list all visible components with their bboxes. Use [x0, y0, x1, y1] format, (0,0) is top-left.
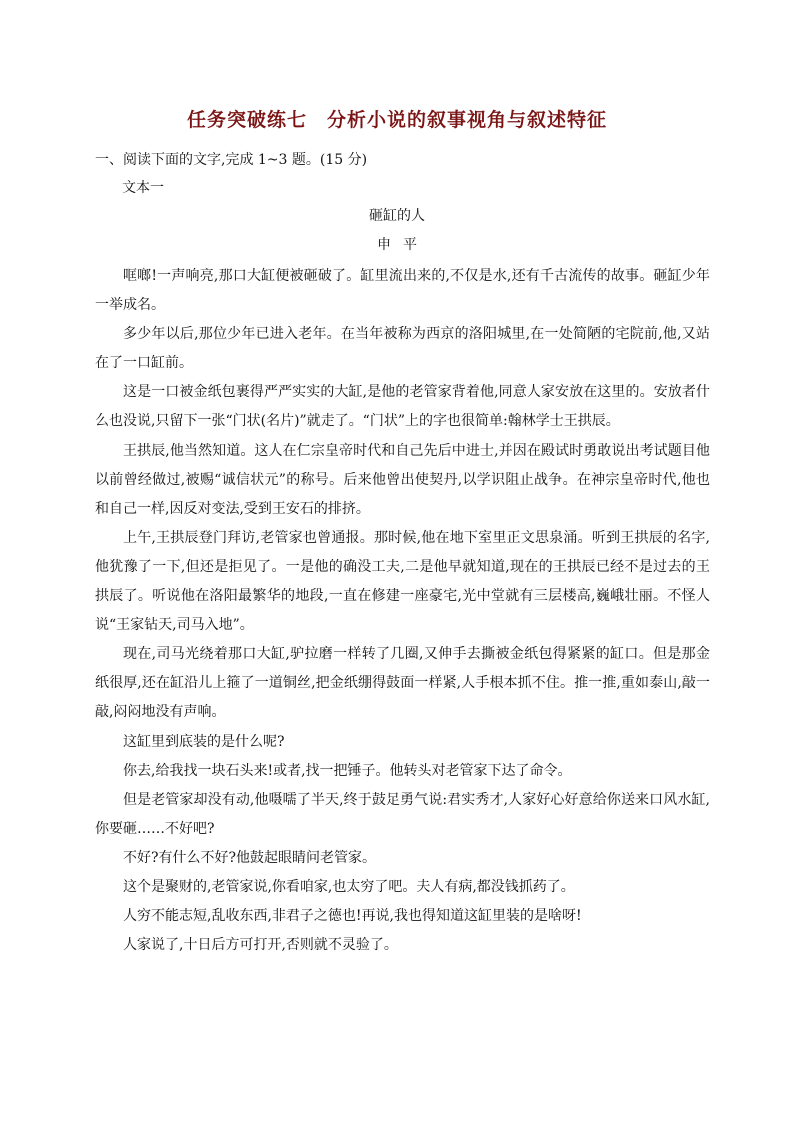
- paragraph: 这是一口被金纸包裹得严严实实的大缸,是他的老管家背着他,同意人家安放在这里的。安放者什么也没说,只留下一张“门状(名片)”就走了。“门状”上的字也很简单:翰林学士王拱辰。: [95, 384, 710, 430]
- text-label: 文本一: [122, 180, 164, 196]
- paragraph: 这缸里到底装的是什么呢?: [123, 733, 285, 750]
- story-title: 砸缸的人: [369, 208, 425, 224]
- paragraph: 哐啷!一声响亮,那口大缸便被砸破了。缸里流出来的,不仅是水,还有千古流传的故事。砸缸少年一举成名。: [95, 268, 710, 314]
- section-heading: 一、阅读下面的文字,完成 1~3 题。(15 分): [95, 152, 368, 168]
- paragraph: 你去,给我找一块石头来!或者,找一把锤子。他转头对老管家下达了命令。: [123, 762, 572, 779]
- paragraph: 现在,司马光绕着那口大缸,驴拉磨一样转了几圈,又伸手去撕被金纸包得紧紧的缸口。但是那金纸很厚,还在缸沿儿上箍了一道铜丝,把金纸绷得鼓面一样紧,人手根本抓不住。推一推,重如泰山,敲一敲,闷闷地没有声响。: [95, 646, 710, 721]
- story-body: [95, 262, 710, 960]
- paragraph: 王拱辰,他当然知道。这人在仁宗皇帝时代和自己先后中进士,并因在殿试时勇敢说出考试题目他以前曾经做过,被赐“诚信状元”的称号。后来他曾出使契丹,以学识阻止战争。在神宗皇帝时代,他也和自己一样,因反对变法,受到王安石的排挤。: [95, 442, 710, 517]
- author-name: 申平: [377, 237, 429, 253]
- page-title: 任务突破练七 分析小说的叙事视角与叙述特征: [186, 109, 607, 131]
- paragraph: 不好?有什么不好?他鼓起眼睛问老管家。: [123, 849, 377, 866]
- paragraph: 上午,王拱辰登门拜访,老管家也曾通报。那时候,他在地下室里正文思泉涌。听到王拱辰的名字,他犹豫了一下,但还是拒见了。一是他的确没工夫,二是他早就知道,现在的王拱辰已经不是过去的王拱辰了。听说他在洛阳最繁华的地段,一直在修建一座豪宅,光中堂就有三层楼高,巍峨壮丽。不怪人说“王家钻天,司马入地”。: [95, 529, 710, 634]
- paragraph: 但是老管家却没有动,他嗫嚅了半天,终于鼓足勇气说:君实秀才,人家好心好意给你送来口风水缸,你要砸……不好吧?: [95, 791, 710, 837]
- paragraph: 这个是聚财的,老管家说,你看咱家,也太穷了吧。夫人有病,都没钱抓药了。: [123, 878, 575, 895]
- paragraph: 人穷不能志短,乱收东西,非君子之德也!再说,我也得知道这缸里装的是啥呀!: [123, 908, 582, 925]
- paragraph: 多少年以后,那位少年已进入老年。在当年被称为西京的洛阳城里,在一处简陋的宅院前,他,又站在了一口缸前。: [95, 326, 710, 372]
- paragraph: 人家说了,十日后方可打开,否则就不灵验了。: [123, 937, 398, 954]
